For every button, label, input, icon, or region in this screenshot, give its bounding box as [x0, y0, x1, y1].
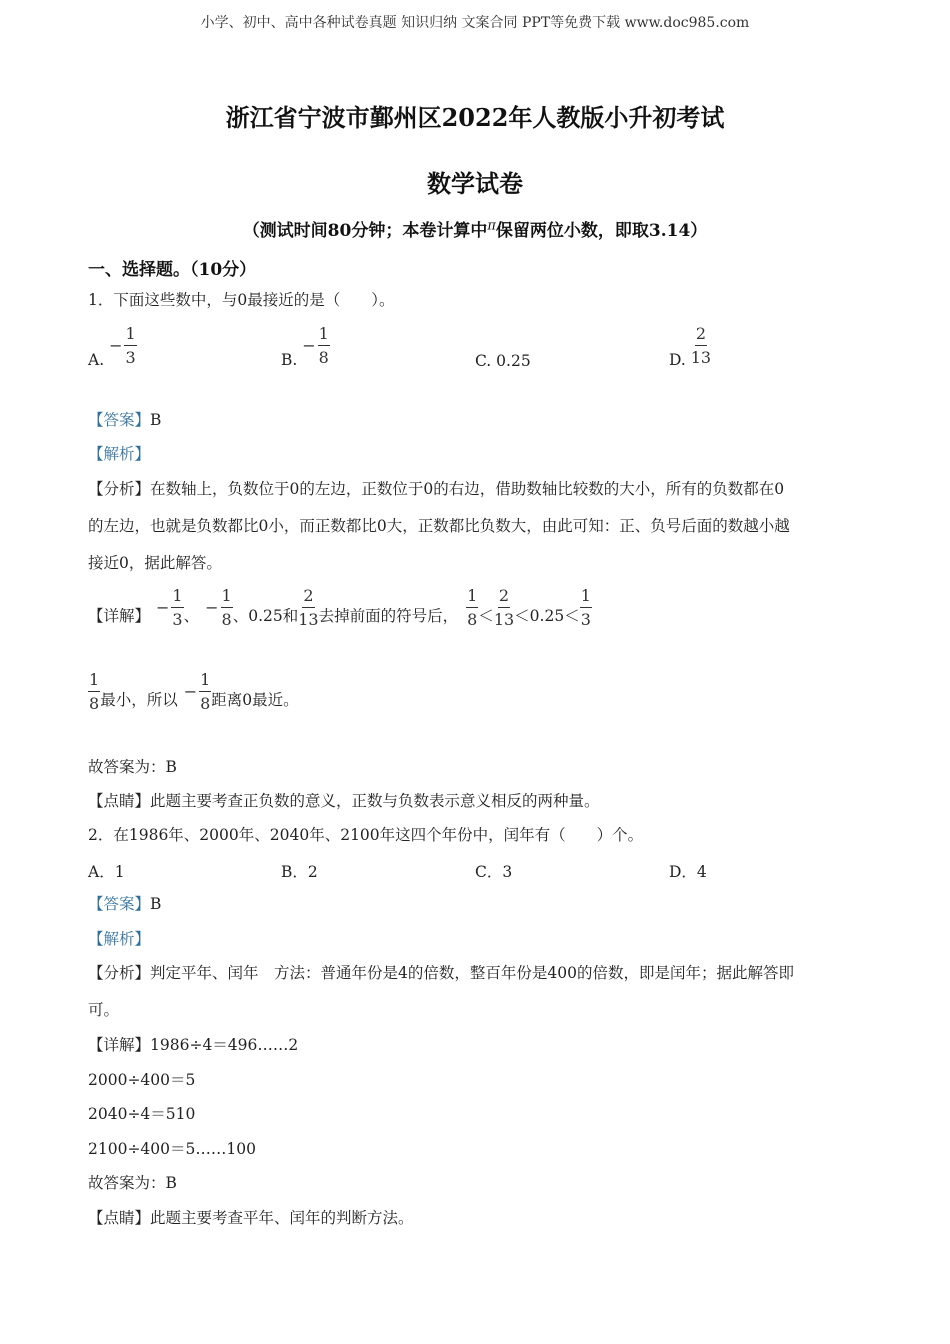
fraction-denominator: 3 [172, 610, 183, 629]
fraction-denominator: 8 [89, 694, 100, 713]
q1-option-d-fraction [691, 324, 711, 367]
detail-frac-d2 [494, 586, 514, 629]
detail-sep-1: 、 [183, 606, 200, 625]
fraction-denominator: 13 [298, 610, 319, 629]
detail-sign-b: − [205, 597, 219, 617]
exam-subtitle: 数学试卷 [427, 169, 523, 198]
detail2-sign: − [183, 681, 198, 701]
calc-line-2: 2000÷400＝5 [88, 1071, 196, 1089]
q2-analysis-tag: 【解析】 [88, 930, 151, 948]
exam-note [0, 216, 950, 241]
fraction-numerator: 1 [318, 324, 330, 346]
q2-fenxi-line1 [88, 963, 794, 983]
q2-fenxi-line2: 可。 [88, 1001, 120, 1019]
note-before: （测试时间80分钟；本卷计算中 [242, 221, 488, 241]
q1-option-b-fraction [318, 324, 330, 367]
q2-final: 故答案为：B [88, 1174, 177, 1192]
calc-line-1: 1986÷4＝496……2 [150, 1036, 299, 1054]
detail-mid: 去掉前面的符号后， [318, 606, 459, 625]
q1-option-a-sign: − [109, 336, 123, 355]
note-after: 保留两位小数，即取3.14） [495, 221, 708, 241]
q1-stem: 1．下面这些数中，与0最接近的是（ ）。 [88, 291, 395, 309]
q1-fenxi-line2: 的左边，也就是负数都比0小，而正数都比0大，正数都比负数大，由此可知：正、负号后面的数越小越 [88, 517, 790, 535]
dianjing-text: 此题主要考查平年、闰年的判断方法。 [150, 1209, 414, 1227]
q1-option-a [88, 324, 137, 367]
dianjing-tag: 【点睛】 [88, 1209, 151, 1227]
q1-detail-line2 [88, 670, 299, 713]
fraction-numerator: 2 [498, 586, 510, 608]
detail-tag: 【详解】 [88, 1036, 151, 1054]
fraction-numerator: 1 [88, 670, 100, 692]
fraction-numerator: 1 [124, 324, 136, 346]
q1-option-d [669, 324, 711, 367]
fraction-numerator: 1 [221, 586, 233, 608]
q1-fenxi-line1 [88, 479, 784, 499]
detail-sign-a: − [156, 597, 170, 617]
detail2-text-a: 最小，所以 [100, 690, 178, 709]
calc-line-3: 2040÷4＝510 [88, 1105, 196, 1123]
q1-fenxi-line3: 接近0，据此解答。 [88, 554, 222, 572]
detail-lt-2: ＜0.25＜ [514, 606, 580, 625]
q1-option-a-label: A. [88, 350, 105, 369]
q1-option-c [475, 352, 531, 370]
q1-final: 故答案为：B [88, 758, 177, 776]
q1-option-c-value: 0.25 [496, 352, 531, 370]
detail-frac-d [298, 586, 318, 629]
detail2-frac-b [88, 670, 100, 713]
answer-value: B [150, 895, 162, 913]
fenxi-text: 在数轴上，负数位于0的左边，正数位于0的右边，借助数轴比较数的大小，所有的负数都在0 [150, 480, 785, 498]
q1-option-a-fraction [124, 324, 136, 367]
q1-option-b [281, 324, 330, 367]
fraction-denominator: 8 [318, 348, 329, 367]
pi-symbol: π [487, 218, 496, 234]
exam-title: 浙江省宁波市鄞州区2022年人教版小升初考试 [225, 103, 725, 132]
q2-option-c: C．3 [475, 863, 513, 881]
answer-tag: 【答案】 [88, 411, 151, 429]
calc-line-4: 2100÷400＝5……100 [88, 1140, 256, 1158]
fraction-numerator: 2 [695, 324, 707, 346]
fraction-denominator: 3 [580, 610, 591, 629]
fenxi-text: 判定平年、闰年 方法：普通年份是4的倍数，整百年份是400的倍数，即是闰年；据此解答即 [150, 964, 794, 982]
q2-stem: 2．在1986年、2000年、2040年、2100年这四个年份中，闰年有（ ）个。 [88, 826, 644, 844]
q2-option-d: D．4 [669, 863, 707, 881]
fraction-denominator: 13 [690, 348, 712, 367]
fraction-numerator: 1 [199, 670, 211, 692]
detail-tag: 【详解】 [88, 606, 151, 625]
q1-option-b-sign: − [302, 336, 316, 355]
q2-option-a: A．1 [88, 863, 125, 881]
q1-option-d-label: D. [669, 350, 686, 369]
detail2-text-b: 距离0最近。 [211, 690, 299, 709]
section-heading: 一、选择题。（10分） [88, 260, 257, 280]
q1-option-c-label: C. [475, 352, 492, 370]
detail-frac-a2 [580, 586, 592, 629]
q1-analysis-tag: 【解析】 [88, 445, 151, 463]
fraction-denominator: 3 [125, 348, 136, 367]
q2-detail [88, 1035, 298, 1055]
fraction-numerator: 1 [580, 586, 592, 608]
q1-option-b-label: B. [281, 350, 298, 369]
answer-value: B [150, 411, 162, 429]
detail-frac-b2 [466, 586, 478, 629]
q2-dianjing [88, 1208, 414, 1228]
site-header: 小学、初中、高中各种试卷真题 知识归纳 文案合同 PPT等免费下载 www.doc985.com [200, 15, 750, 31]
detail-frac-b [221, 586, 233, 629]
fraction-denominator: 8 [200, 694, 211, 713]
fraction-numerator: 1 [171, 586, 183, 608]
dianjing-tag: 【点睛】 [88, 792, 151, 810]
fraction-denominator: 13 [493, 610, 515, 629]
q1-detail-line1 [88, 586, 592, 629]
detail-lt-1: ＜ [478, 606, 494, 625]
fraction-denominator: 8 [221, 610, 232, 629]
fenxi-tag: 【分析】 [88, 480, 151, 498]
q1-answer [88, 410, 161, 430]
fenxi-tag: 【分析】 [88, 964, 151, 982]
dianjing-text: 此题主要考查正负数的意义，正数与负数表示意义相反的两种量。 [150, 792, 600, 810]
fraction-numerator: 2 [302, 586, 314, 608]
answer-tag: 【答案】 [88, 895, 151, 913]
detail-frac-a [171, 586, 183, 629]
detail-sep-2: 、0.25和 [232, 606, 299, 625]
fraction-numerator: 1 [466, 586, 478, 608]
q2-answer [88, 894, 161, 914]
detail2-frac-negb [199, 670, 211, 713]
fraction-denominator: 8 [467, 610, 478, 629]
q1-dianjing [88, 791, 600, 811]
q2-option-b: B．2 [281, 863, 318, 881]
